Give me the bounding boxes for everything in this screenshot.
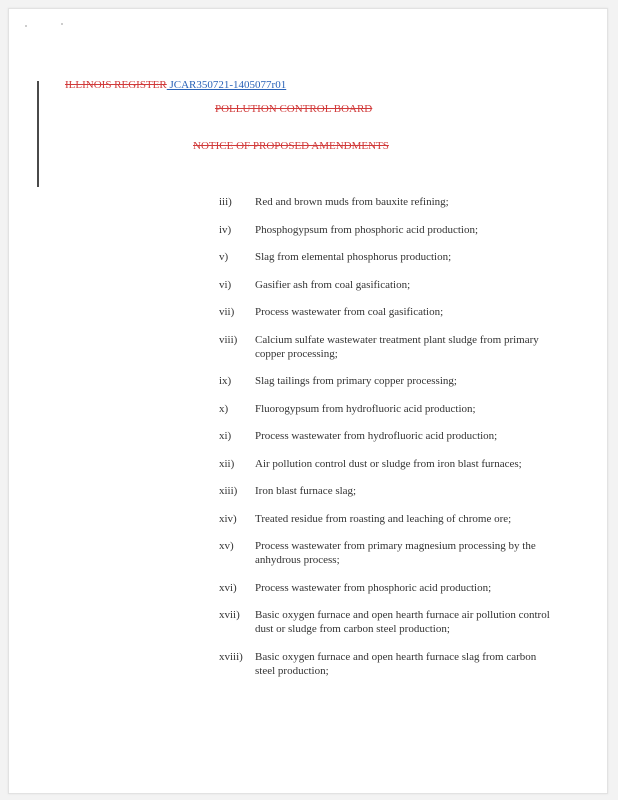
list-item — [213, 512, 553, 526]
list-item — [213, 608, 553, 636]
list-item — [213, 278, 553, 292]
list-item — [213, 581, 553, 595]
item-number: xi) — [219, 430, 232, 442]
register-header — [65, 79, 286, 91]
item-text: Treated residue from roasting and leaching of chrome ore; — [255, 512, 512, 525]
board-heading-deleted: POLLUTION CONTROL BOARD — [215, 103, 373, 115]
list-item — [213, 650, 553, 678]
item-number: xii) — [219, 457, 235, 470]
item-text: Process wastewater from hydrofluoric acid production; — [255, 430, 498, 442]
item-number: vii) — [219, 306, 235, 318]
item-number: xvii) — [219, 609, 240, 621]
item-text: Red and brown muds from bauxite refining; — [255, 196, 449, 208]
item-number: xv) — [219, 540, 234, 552]
item-text: Process wastewater from phosphoric acid production; — [255, 581, 492, 594]
item-text: Slag from elemental phosphorus production; — [255, 251, 452, 263]
item-number: xiii) — [219, 485, 238, 497]
item-number: ix) — [219, 375, 232, 387]
document-page — [8, 8, 608, 794]
item-text: Air pollution control dust or sludge from iron blast furnaces; — [255, 457, 522, 470]
item-number: x) — [219, 402, 229, 415]
item-number: v) — [219, 251, 229, 263]
register-title-deleted: ILLINOIS REGISTER — [65, 79, 167, 91]
item-text: Basic oxygen furnace and open hearth furnace air pollution control dust or sludge from carbon steel production; — [255, 609, 550, 635]
item-number: viii) — [219, 333, 238, 346]
item-text: Phosphogypsum from phosphoric acid production; — [255, 223, 479, 236]
list-item — [213, 333, 553, 361]
revision-change-bar — [37, 81, 39, 187]
item-text: Iron blast furnace slag; — [255, 485, 357, 497]
item-number: vi) — [219, 278, 232, 291]
list-item — [213, 250, 553, 264]
scan-speck — [25, 25, 27, 27]
list-item — [213, 374, 553, 388]
item-number: xvi) — [219, 581, 237, 594]
scan-speck — [61, 23, 63, 25]
item-text: Calcium sulfate wastewater treatment plant sludge from primary copper processing; — [255, 333, 539, 360]
item-text: Slag tailings from primary copper processing; — [255, 375, 457, 387]
list-item — [213, 305, 553, 319]
list-item — [213, 195, 553, 209]
item-number: iii) — [219, 196, 232, 208]
item-number: iv) — [219, 223, 232, 236]
item-text: Fluorogypsum from hydrofluoric acid production; — [255, 402, 476, 415]
item-list — [213, 195, 553, 691]
item-text: Gasifier ash from coal gasification; — [255, 278, 411, 291]
list-item — [213, 539, 553, 567]
item-text: Process wastewater from primary magnesium processing by the anhydrous process; — [255, 540, 536, 566]
notice-heading-deleted: NOTICE OF PROPOSED AMENDMENTS — [193, 140, 389, 152]
register-id-inserted: JCAR350721-1405077r01 — [169, 79, 287, 91]
list-item — [213, 223, 553, 237]
item-number: xiv) — [219, 512, 237, 525]
item-text: Process wastewater from coal gasification; — [255, 306, 444, 318]
list-item — [213, 457, 553, 471]
item-number: xviii) — [219, 650, 243, 663]
list-item — [213, 429, 553, 443]
list-item — [213, 402, 553, 416]
item-text: Basic oxygen furnace and open hearth furnace slag from carbon steel production; — [255, 650, 537, 677]
list-item — [213, 484, 553, 498]
